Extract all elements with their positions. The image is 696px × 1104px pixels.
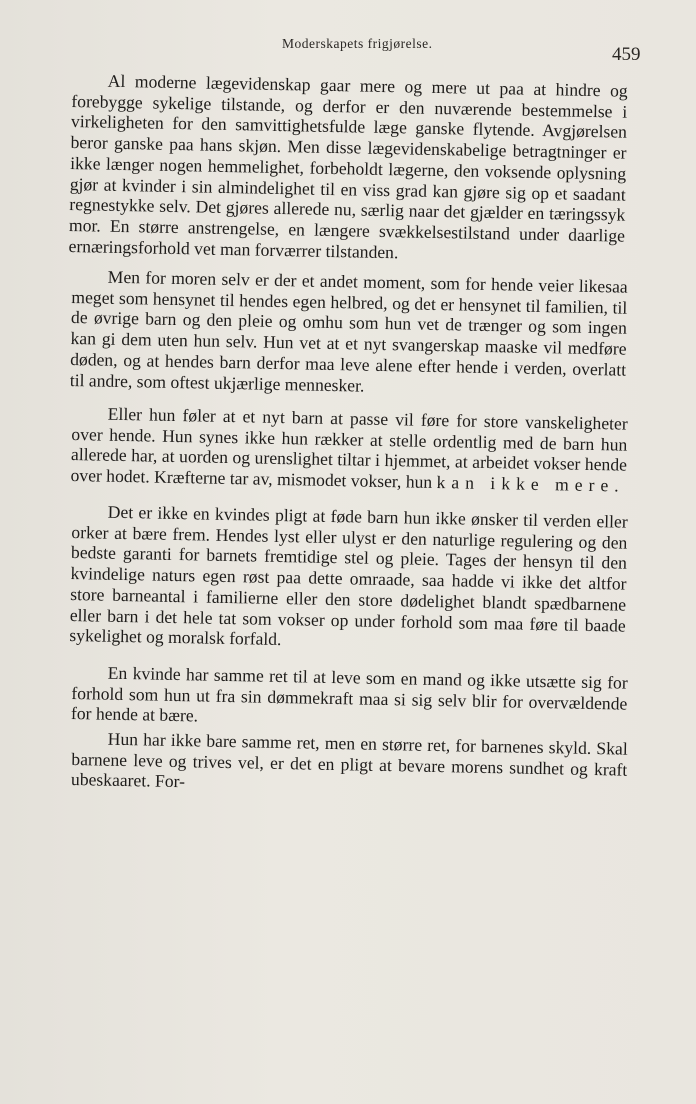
paragraph-2: Men for moren selv er der et andet moment, som for hende veier likesaa meget som hensynet til hendes egen helbred, og det er hensynet til familien, til de øvrige barn og den pleie og omhu som hun vet de trænger og som ingen kan gi dem uten hun selv. Hun vet at et nyt svangerskap maaske vil medføre døden, og at hendes barn derfor maa leve alene efter hende i verden, overlatt til andre, som oftest ukjærlige mennesker. <box>69 267 628 396</box>
page-header <box>0 36 696 66</box>
body-text <box>68 70 628 792</box>
paragraph-4: Det er ikke en kvindes pligt at føde barn hun ikke ønsker til verden eller orker at bære frem. Hendes lyst eller ulyst er den naturlige regulering og den bedste garanti for barnets fremtidige stel og pleie. Tages der hensyn til den kvindelige naturs egen røst paa dette omraade, saa hadde vi ikke det altfor store barneantal i familierne eller den store dødelighet blandt spædbarnene eller barn i det hele tat som vokser op under forhold som maa føre til baade sykelighet og moralsk forfald. <box>69 502 628 650</box>
page-number: 459 <box>612 44 641 65</box>
paragraph-3-text: Eller hun føler at et nyt barn at passe vil føre for store vanskeligheter over hende. Hun synes ikke hun rækker at stelle ordentlig med de barn hun allerede har, at uorden og urenslighet tiltar i hjemmet, at arbeidet vokser hende over hodet. Kræfterne tar av, mismodet vokser, hun <box>70 403 628 492</box>
paragraph-1: Al moderne lægevidenskap gaar mere og mere ut paa at hindre og forebygge sykelige tilstande, og derfor er den nuværende bestemmelse i virkeligheten for den samvittighetsfulde læge ganske flytende. Avgjørelsen beror ganske paa hans skjøn. Men disse lægevidenskabelige betragtninger er ikke længer nogen hemmelighet, forbeholdt lægerne, den voksende oplysning gjør at kvinder i sin almindelighet til en viss grad kan gjøre sig op et saadant regnestykke selv. Det gjøres allerede nu, særlig naar det gjælder en tæringssyk mor. En større anstrengelse, en længere svækkelsestilstand under daarlige ernæringsforhold vet man forværrer tilstanden. <box>68 70 628 262</box>
emphasized-phrase: kan ikke mere. <box>436 471 625 496</box>
running-title: Moderskapets frigjørelse. <box>282 36 433 51</box>
paragraph-5: En kvinde har samme ret til at leve som en mand og ikke utsætte sig for forhold som hun ut fra sin dømmekraft maa si sig selv blir for overvældende for hende at bære. <box>70 662 628 727</box>
paragraph-3 <box>70 403 627 496</box>
paragraph-6: Hun har ikke bare samme ret, men en større ret, for barnenes skyld. Skal barnene leve og trives vel, er det en pligt at bevare morens sundhet og kraft ubeskaaret. For- <box>70 729 628 792</box>
